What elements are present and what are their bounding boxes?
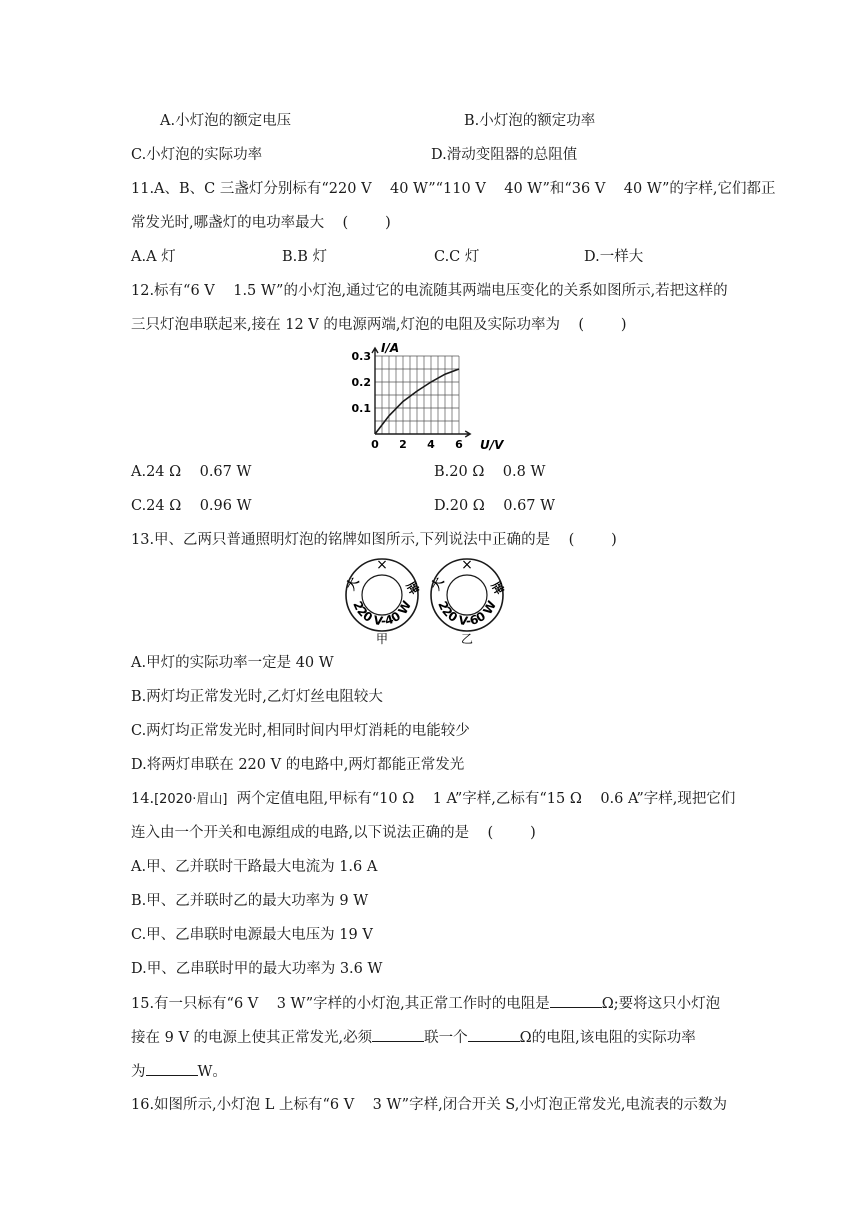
q15-blank-power: [146, 1061, 198, 1076]
q12-option-c: C.24 Ω 0.96 W: [131, 498, 252, 514]
q12-option-d: D.20 Ω 0.67 W: [434, 498, 556, 514]
q14-option-a: A.甲、乙并联时干路最大电流为 1.6 A: [131, 859, 378, 875]
q15-line1: 15.有一只标有“6 V 3 W”字样的小灯泡,其正常工作时的电阻是 Ω;要将这只小灯泡: [131, 993, 720, 1014]
q13-option-c: C.两灯均正常发光时,相同时间内甲灯消耗的电能较少: [131, 723, 470, 739]
q13-option-d: D.将两灯串联在 220 V 的电路中,两灯都能正常发光: [131, 757, 465, 773]
bulb-yi-right-mark: 牌: [488, 579, 507, 597]
q10-option-a: A.小灯泡的额定电压: [160, 113, 292, 129]
q14-stem-line2: 连入由一个开关和电源组成的电路,以下说法正确的是 ( ): [131, 825, 536, 841]
q14-option-d: D.甲、乙串联时甲的最大功率为 3.6 W: [131, 961, 383, 977]
chart-ticks: [352, 350, 464, 451]
q12-option-b: B.20 Ω 0.8 W: [434, 464, 546, 480]
q14-stem-line1: [131, 789, 735, 810]
x-tick-label: 6: [455, 438, 463, 451]
q12-stem-line1: 12.标有“6 V 1.5 W”的小灯泡,通过它的电流随其两端电压变化的关系如图所示,若把这样的: [131, 283, 728, 299]
y-tick-label: 0.3: [351, 350, 371, 363]
q14-option-b: B.甲、乙并联时乙的最大功率为 9 W: [131, 893, 369, 909]
q14-option-c: C.甲、乙串联时电源最大电压为 19 V: [131, 927, 373, 943]
y-axis-label: I/A: [381, 341, 400, 355]
chart-axes: [372, 348, 470, 437]
bulb-jia-rating: 220 V-40 W: [350, 598, 415, 629]
x-axis-label: U/V: [480, 438, 504, 452]
bulb-yi-plate: [428, 557, 508, 646]
x-tick-label: 4: [427, 438, 435, 451]
q15-line3: 为 W。: [131, 1061, 227, 1082]
q15-blank-resistor-value: [468, 1027, 520, 1042]
bulb-nameplates-figure: [340, 555, 520, 647]
bulb-jia-label: 甲: [375, 632, 389, 646]
iu-graph: [340, 338, 510, 458]
q15-blank-connection: [372, 1027, 424, 1042]
bulb-yi-left-mark: 大: [428, 575, 447, 593]
q12-stem-line2: 三只灯泡串联起来,接在 12 V 的电源两端,灯泡的电阻及实际功率为 ( ): [131, 317, 627, 333]
chart-grid: [375, 356, 459, 434]
q11-option-a: A.A 灯: [131, 249, 176, 265]
q10-option-c: C.小灯泡的实际功率: [131, 147, 263, 163]
q11-option-d: D.一样大: [584, 249, 644, 265]
y-tick-label: 0.1: [351, 402, 371, 415]
q10-option-d: D.滑动变阻器的总阻值: [431, 147, 578, 163]
q13-stem: 13.甲、乙两只普通照明灯泡的铭牌如图所示,下列说法中正确的是 ( ): [131, 532, 617, 548]
q14-number: 14.: [131, 791, 155, 807]
q13-option-b: B.两灯均正常发光时,乙灯灯丝电阻较大: [131, 689, 383, 705]
q16-stem-line1: 16.如图所示,小灯泡 L 上标有“6 V 3 W”字样,闭合开关 S,小灯泡正常发光,电流表的示数为: [131, 1097, 727, 1113]
bulb-jia-plate: [343, 557, 423, 646]
bulb-yi-top-mark: ×: [461, 557, 473, 573]
q11-option-c: C.C 灯: [434, 249, 480, 265]
q14-source-tag: [2020·眉山]: [154, 792, 228, 807]
q13-option-a: A.甲灯的实际功率一定是 40 W: [131, 655, 334, 671]
q11-option-b: B.B 灯: [282, 249, 328, 265]
q15-blank-resistance: [550, 993, 602, 1008]
bulb-jia-right-mark: 牌: [403, 579, 422, 597]
q14-stem-text: 两个定值电阻,甲标有“10 Ω 1 A”字样,乙标有“15 Ω 0.6 A”字样,现把它们: [227, 791, 736, 807]
q12-option-a: A.24 Ω 0.67 W: [131, 464, 252, 480]
bulb-yi-label: 乙: [460, 632, 474, 646]
bulb-yi-rating: 220 V-60 W: [435, 598, 500, 629]
y-tick-label: 0.2: [351, 376, 371, 389]
bulb-jia-top-mark: ×: [376, 557, 388, 573]
q15-line2: 接在 9 V 的电源上使其正常发光,必须 联一个 Ω的电阻,该电阻的实际功率: [131, 1027, 696, 1048]
bulb-jia-left-mark: 大: [343, 575, 362, 593]
x-tick-label: 2: [399, 438, 407, 451]
x-tick-label: 0: [371, 438, 379, 451]
q11-stem-line2: 常发光时,哪盏灯的电功率最大 ( ): [131, 215, 391, 231]
q10-option-b: B.小灯泡的额定功率: [464, 113, 596, 129]
q11-stem-line1: 11.A、B、C 三盏灯分别标有“220 V 40 W”“110 V 40 W”和“36 V 40 W”的字样,它们都正: [131, 181, 776, 197]
